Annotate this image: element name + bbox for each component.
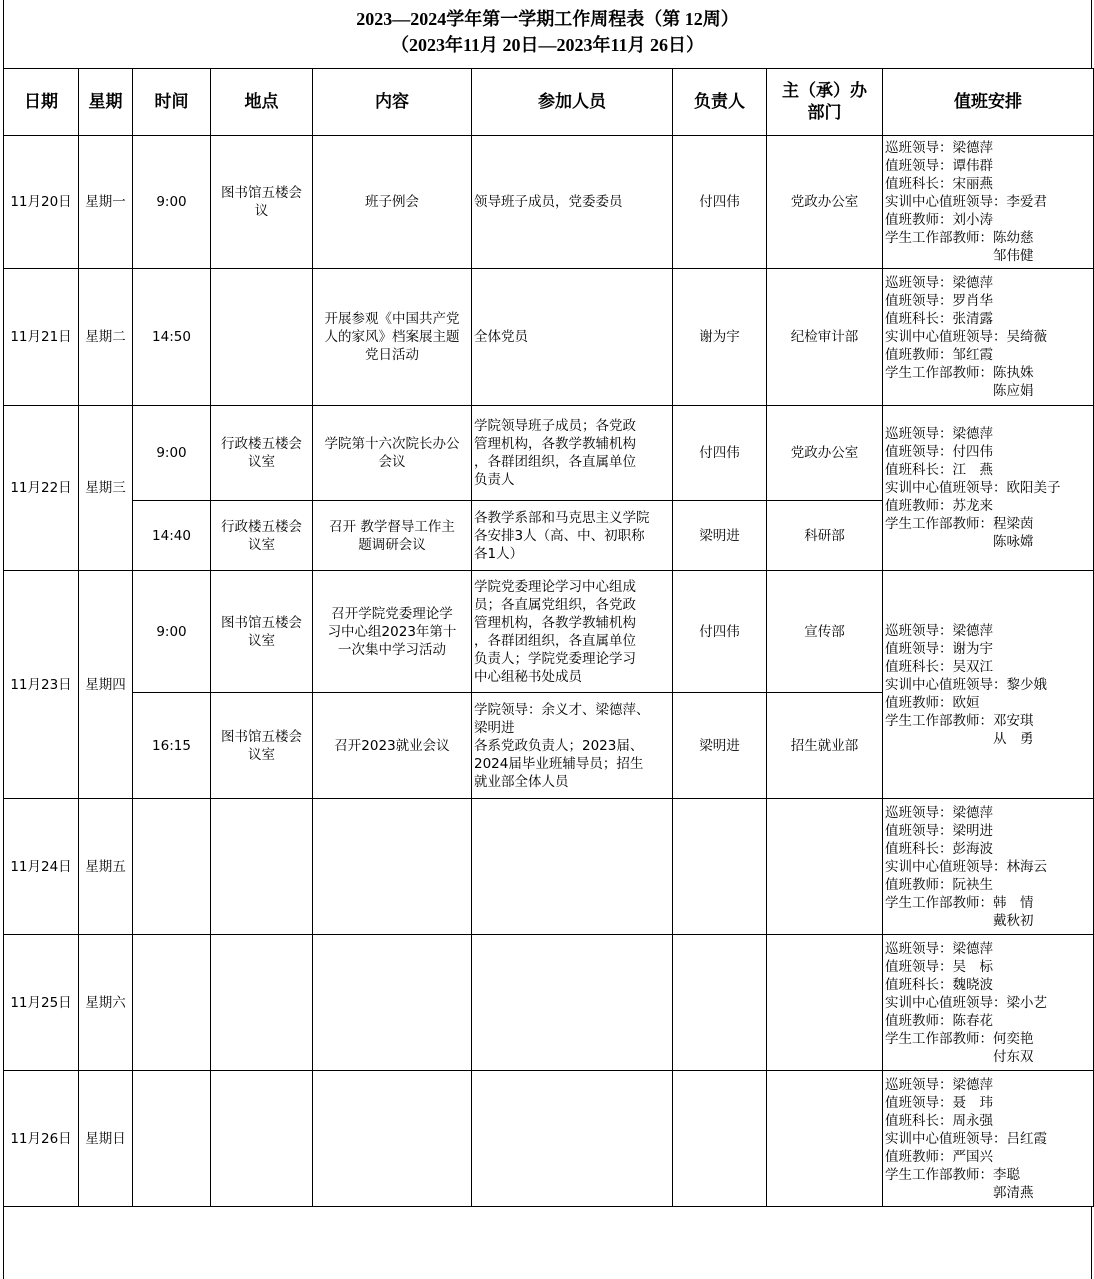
place-cell: 行政楼五楼会 议室	[211, 406, 313, 501]
dept-cell	[767, 1071, 883, 1207]
time-cell	[133, 799, 211, 935]
dept-cell: 纪检审计部	[767, 269, 883, 406]
weekly-schedule-table	[3, 68, 1094, 1207]
place-cell	[211, 1071, 313, 1207]
header-leader: 负责人	[673, 69, 767, 136]
place-cell: 行政楼五楼会 议室	[211, 501, 313, 571]
date-cell: 11月22日	[4, 406, 79, 571]
content-cell: 学院第十六次院长办公 会议	[313, 406, 472, 501]
duty-cell: 巡班领导：梁德萍 值班领导：付四伟 值班科长：江 燕 实训中心值班领导：欧阳美子 值班教师：苏龙来 学生工作部教师：程梁茵 陈咏嫦	[883, 406, 1094, 571]
time-cell: 9:00	[133, 136, 211, 269]
leader-cell	[673, 1071, 767, 1207]
leader-cell: 付四伟	[673, 406, 767, 501]
place-cell	[211, 269, 313, 406]
weekday-cell: 星期三	[79, 406, 133, 571]
content-cell: 开展参观《中国共产党 人的家风》档案展主题 党日活动	[313, 269, 472, 406]
header-dept: 主（承）办 部门	[767, 69, 883, 136]
content-cell: 召开 教学督导工作主 题调研会议	[313, 501, 472, 571]
dept-cell: 宣传部	[767, 571, 883, 693]
leader-cell: 梁明进	[673, 693, 767, 799]
attendees-cell: 学院党委理论学习中心组成 员；各直属党组织，各党政 管理机构，各教学教辅机构 ，各群团组织，各直属单位 负责人；学院党委理论学习 中心组秘书处成员	[472, 571, 673, 693]
weekday-cell: 星期二	[79, 269, 133, 406]
weekday-cell: 星期日	[79, 1071, 133, 1207]
time-cell: 9:00	[133, 571, 211, 693]
time-cell: 14:40	[133, 501, 211, 571]
table-row	[4, 571, 1094, 693]
date-cell: 11月26日	[4, 1071, 79, 1207]
header-content: 内容	[313, 69, 472, 136]
time-cell: 14:50	[133, 269, 211, 406]
date-cell: 11月25日	[4, 935, 79, 1071]
dept-cell	[767, 935, 883, 1071]
content-cell	[313, 1071, 472, 1207]
attendees-cell: 领导班子成员，党委委员	[472, 136, 673, 269]
place-cell: 图书馆五楼会 议	[211, 136, 313, 269]
leader-cell: 付四伟	[673, 571, 767, 693]
header-weekday: 星期	[79, 69, 133, 136]
blank-footer-area	[3, 1206, 1092, 1279]
table-row	[4, 406, 1094, 501]
time-cell: 16:15	[133, 693, 211, 799]
duty-cell: 巡班领导：梁德萍 值班领导：罗肖华 值班科长：张清露 实训中心值班领导：吴绮薇 值班教师：邹红霞 学生工作部教师：陈执姝 陈应娟	[883, 269, 1094, 406]
duty-cell: 巡班领导：梁德萍 值班领导：梁明进 值班科长：彭海波 实训中心值班领导：林海云 值班教师：阮袂生 学生工作部教师：韩 情 戴秋初	[883, 799, 1094, 935]
table-row	[4, 136, 1094, 269]
content-cell: 召开2023就业会议	[313, 693, 472, 799]
header-duty: 值班安排	[883, 69, 1094, 136]
content-cell: 班子例会	[313, 136, 472, 269]
date-cell: 11月20日	[4, 136, 79, 269]
header-date: 日期	[4, 69, 79, 136]
weekday-cell: 星期五	[79, 799, 133, 935]
attendees-cell: 学院领导：余义才、梁德萍、 梁明进 各系党政负责人；2023届、 2024届毕业班辅导员；招生 就业部全体人员	[472, 693, 673, 799]
time-cell	[133, 935, 211, 1071]
leader-cell: 谢为宇	[673, 269, 767, 406]
place-cell	[211, 935, 313, 1071]
content-cell: 召开学院党委理论学 习中心组2023年第十 一次集中学习活动	[313, 571, 472, 693]
duty-cell: 巡班领导：梁德萍 值班领导：聂 玮 值班科长：周永强 实训中心值班领导：吕红霞 值班教师：严国兴 学生工作部教师：李聪 郭清燕	[883, 1071, 1094, 1207]
header-row	[4, 69, 1094, 136]
attendees-cell	[472, 1071, 673, 1207]
weekday-cell: 星期四	[79, 571, 133, 799]
content-cell	[313, 935, 472, 1071]
time-cell: 9:00	[133, 406, 211, 501]
date-cell: 11月24日	[4, 799, 79, 935]
leader-cell: 付四伟	[673, 136, 767, 269]
header-time: 时间	[133, 69, 211, 136]
weekday-cell: 星期六	[79, 935, 133, 1071]
duty-cell: 巡班领导：梁德萍 值班领导：吴 标 值班科长：魏晓波 实训中心值班领导：梁小艺 值班教师：陈春花 学生工作部教师：何奕艳 付东双	[883, 935, 1094, 1071]
dept-cell: 党政办公室	[767, 136, 883, 269]
header-place: 地点	[211, 69, 313, 136]
attendees-cell: 全体党员	[472, 269, 673, 406]
title-line-2: （2023年11月 20日—2023年11月 26日）	[390, 35, 704, 55]
attendees-cell	[472, 935, 673, 1071]
header-attendees: 参加人员	[472, 69, 673, 136]
content-cell	[313, 799, 472, 935]
dept-cell	[767, 799, 883, 935]
table-row	[4, 799, 1094, 935]
date-cell: 11月23日	[4, 571, 79, 799]
date-cell: 11月21日	[4, 269, 79, 406]
leader-cell	[673, 935, 767, 1071]
table-row	[4, 935, 1094, 1071]
table-row	[4, 1071, 1094, 1207]
duty-cell: 巡班领导：梁德萍 值班领导：谢为宇 值班科长：吴双江 实训中心值班领导：黎少娥 值班教师：欧姮 学生工作部教师：邓安琪 从 勇	[883, 571, 1094, 799]
leader-cell: 梁明进	[673, 501, 767, 571]
dept-cell: 科研部	[767, 501, 883, 571]
dept-cell: 党政办公室	[767, 406, 883, 501]
schedule-title	[3, 0, 1092, 68]
duty-cell: 巡班领导：梁德萍 值班领导：谭伟群 值班科长：宋丽燕 实训中心值班领导：李爱君 值班教师：刘小涛 学生工作部教师：陈幼慈 邹伟健	[883, 136, 1094, 269]
table-row	[4, 269, 1094, 406]
dept-cell: 招生就业部	[767, 693, 883, 799]
place-cell: 图书馆五楼会 议室	[211, 571, 313, 693]
leader-cell	[673, 799, 767, 935]
place-cell: 图书馆五楼会 议室	[211, 693, 313, 799]
weekday-cell: 星期一	[79, 136, 133, 269]
attendees-cell	[472, 799, 673, 935]
title-line-1: 2023—2024学年第一学期工作周程表（第 12周）	[356, 9, 739, 29]
time-cell	[133, 1071, 211, 1207]
place-cell	[211, 799, 313, 935]
attendees-cell: 学院领导班子成员；各党政 管理机构，各教学教辅机构 ，各群团组织，各直属单位 负责人	[472, 406, 673, 501]
attendees-cell: 各教学系部和马克思主义学院 各安排3人（高、中、初职称 各1人）	[472, 501, 673, 571]
